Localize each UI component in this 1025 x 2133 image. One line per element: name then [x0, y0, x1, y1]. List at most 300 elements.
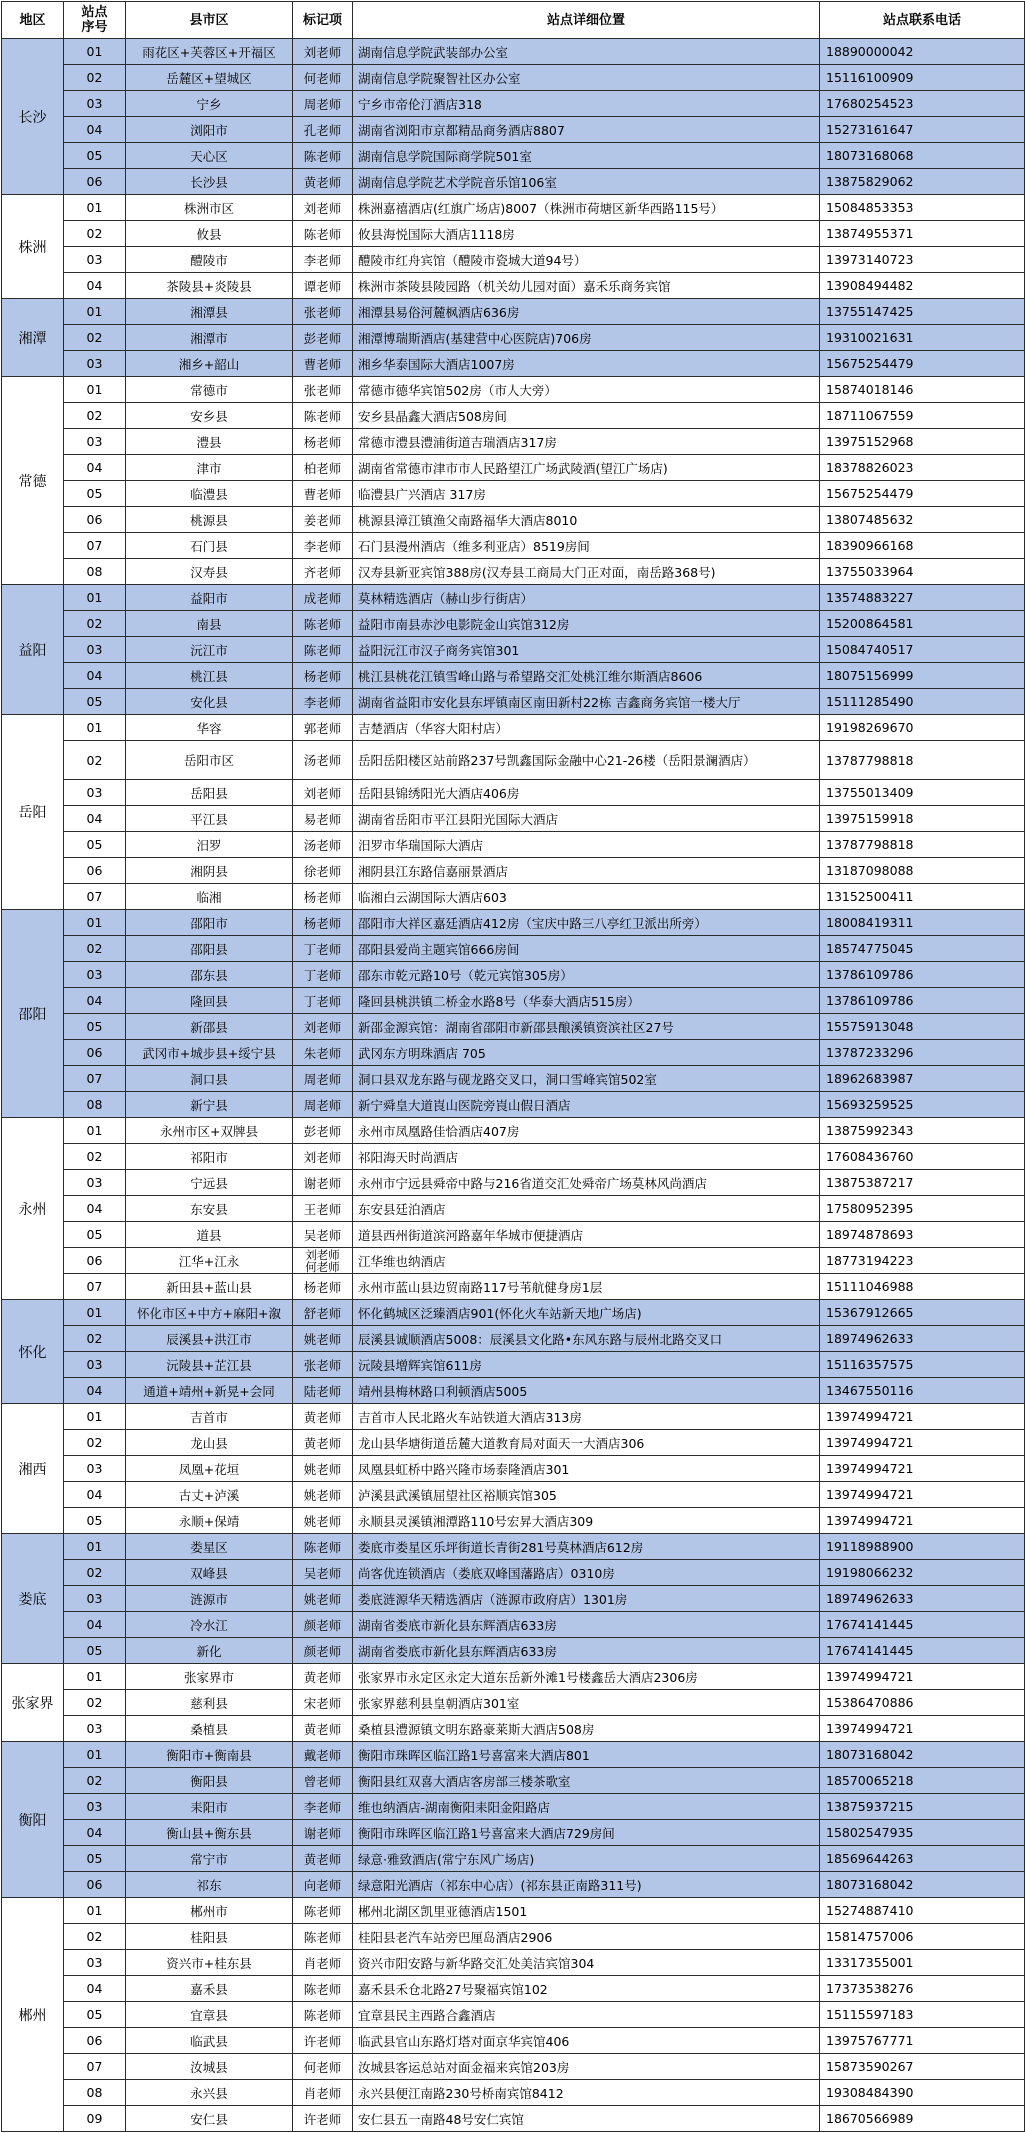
marker-cell: 李老师	[293, 689, 353, 715]
region-cell: 张家界	[2, 1664, 64, 1742]
phone-cell: 19308484390	[820, 2080, 1025, 2106]
phone-cell: 15115597183	[820, 2002, 1025, 2028]
marker-cell: 黄老师	[293, 1404, 353, 1430]
county-cell: 安仁县	[126, 2106, 293, 2132]
seq-cell: 01	[64, 1898, 126, 1924]
phone-cell: 13974994721	[820, 1664, 1025, 1690]
seq-cell: 05	[64, 689, 126, 715]
marker-cell: 陈老师	[293, 1534, 353, 1560]
phone-cell: 13755013409	[820, 780, 1025, 806]
address-cell: 洞口县双龙东路与砚龙路交叉口，洞口雪峰宾馆502室	[353, 1066, 820, 1092]
seq-cell: 03	[64, 1950, 126, 1976]
table-row	[2, 195, 1025, 221]
county-cell: 茶陵县+炎陵县	[126, 273, 293, 299]
marker-cell: 杨老师	[293, 910, 353, 936]
address-cell: 靖州县梅林路口利顿酒店5005	[353, 1378, 820, 1404]
county-cell: 益阳市	[126, 585, 293, 611]
county-cell: 衡山县+衡东县	[126, 1820, 293, 1846]
phone-cell: 18574775045	[820, 936, 1025, 962]
marker-cell: 陈老师	[293, 143, 353, 169]
county-cell: 沅江市	[126, 637, 293, 663]
marker-cell: 杨老师	[293, 663, 353, 689]
county-cell: 洞口县	[126, 1066, 293, 1092]
county-cell: 资兴市+桂东县	[126, 1950, 293, 1976]
marker-cell: 曹老师	[293, 351, 353, 377]
table-row	[2, 1014, 1025, 1040]
phone-cell: 15675254479	[820, 481, 1025, 507]
header-address: 站点详细位置	[353, 2, 820, 39]
phone-cell: 13786109786	[820, 988, 1025, 1014]
seq-cell: 03	[64, 351, 126, 377]
seq-cell: 05	[64, 481, 126, 507]
table-row	[2, 533, 1025, 559]
address-cell: 醴陵市红舟宾馆（醴陵市瓷城大道94号）	[353, 247, 820, 273]
address-cell: 衡阳县红双喜大酒店客房部三楼茶歌室	[353, 1768, 820, 1794]
address-cell: 湖南省益阳市安化县东坪镇南区南田新村22栋 吉鑫商务宾馆一楼大厅	[353, 689, 820, 715]
address-cell: 吉楚酒店（华容大阳村店）	[353, 715, 820, 741]
marker-cell: 杨老师	[293, 429, 353, 455]
address-cell: 宜章县民主西路合鑫酒店	[353, 2002, 820, 2028]
phone-cell: 17580952395	[820, 1196, 1025, 1222]
region-cell: 常德	[2, 377, 64, 585]
county-cell: 衡阳市+衡南县	[126, 1742, 293, 1768]
seq-cell: 03	[64, 780, 126, 806]
seq-cell: 04	[64, 117, 126, 143]
seq-cell: 03	[64, 637, 126, 663]
marker-cell: 姚老师	[293, 1456, 353, 1482]
address-cell: 安乡县晶鑫大酒店508房间	[353, 403, 820, 429]
seq-cell: 03	[64, 1716, 126, 1742]
county-cell: 石门县	[126, 533, 293, 559]
table-row	[2, 1092, 1025, 1118]
table-row	[2, 806, 1025, 832]
seq-cell: 08	[64, 559, 126, 585]
table-row	[2, 1170, 1025, 1196]
address-cell: 尚客优连锁酒店（娄底双峰国藩路店）0310房	[353, 1560, 820, 1586]
county-cell: 汨罗	[126, 832, 293, 858]
marker-cell: 张老师	[293, 1352, 353, 1378]
phone-cell: 13875387217	[820, 1170, 1025, 1196]
marker-cell: 陈老师	[293, 611, 353, 637]
phone-cell: 13975152968	[820, 429, 1025, 455]
phone-cell: 18670566989	[820, 2106, 1025, 2132]
county-cell: 澧县	[126, 429, 293, 455]
seq-cell: 02	[64, 1144, 126, 1170]
marker-cell: 成老师	[293, 585, 353, 611]
marker-cell: 颜老师	[293, 1612, 353, 1638]
station-table-container	[1, 1, 1025, 2132]
phone-cell: 18073168042	[820, 1872, 1025, 1898]
marker-cell: 姚老师	[293, 1508, 353, 1534]
county-cell: 张家界市	[126, 1664, 293, 1690]
table-row	[2, 39, 1025, 65]
county-cell: 凤凰+花垣	[126, 1456, 293, 1482]
table-row	[2, 910, 1025, 936]
table-row	[2, 741, 1025, 780]
phone-cell: 19118988900	[820, 1534, 1025, 1560]
phone-cell: 13974994721	[820, 1482, 1025, 1508]
address-cell: 桂阳县老汽车站旁巴厘岛酒店2906	[353, 1924, 820, 1950]
phone-cell: 15111285490	[820, 689, 1025, 715]
seq-cell: 02	[64, 221, 126, 247]
county-cell: 邵阳市	[126, 910, 293, 936]
phone-cell: 13467550116	[820, 1378, 1025, 1404]
phone-cell: 18773194223	[820, 1248, 1025, 1274]
table-row	[2, 1534, 1025, 1560]
seq-cell: 03	[64, 1352, 126, 1378]
marker-cell: 舒老师	[293, 1300, 353, 1326]
seq-cell: 04	[64, 806, 126, 832]
table-row	[2, 2028, 1025, 2054]
county-cell: 祁阳市	[126, 1144, 293, 1170]
seq-cell: 03	[64, 1794, 126, 1820]
address-cell: 邵阳县爱尚主题宾馆666房间	[353, 936, 820, 962]
marker-cell: 肖老师	[293, 2080, 353, 2106]
marker-cell: 陈老师	[293, 1924, 353, 1950]
marker-cell: 李老师	[293, 247, 353, 273]
marker-cell: 谭老师	[293, 273, 353, 299]
phone-cell: 13974994721	[820, 1430, 1025, 1456]
table-row	[2, 1144, 1025, 1170]
table-row	[2, 1976, 1025, 2002]
seq-cell: 01	[64, 1300, 126, 1326]
header-seq-text: 站点 序号	[81, 5, 108, 35]
phone-cell: 18962683987	[820, 1066, 1025, 1092]
marker-cell: 吴老师	[293, 1222, 353, 1248]
table-row	[2, 715, 1025, 741]
address-cell: 永顺县灵溪镇湘潭路110号宏昇大酒店309	[353, 1508, 820, 1534]
phone-cell: 13975159918	[820, 806, 1025, 832]
table-row	[2, 1274, 1025, 1300]
address-cell: 江华维也纳酒店	[353, 1248, 820, 1274]
county-cell: 祁东	[126, 1872, 293, 1898]
phone-cell: 15814757006	[820, 1924, 1025, 1950]
seq-cell: 01	[64, 1534, 126, 1560]
seq-cell: 01	[64, 195, 126, 221]
table-row	[2, 2080, 1025, 2106]
county-cell: 新邵县	[126, 1014, 293, 1040]
region-cell: 邵阳	[2, 910, 64, 1118]
seq-cell: 06	[64, 1040, 126, 1066]
seq-cell: 02	[64, 1430, 126, 1456]
seq-cell: 04	[64, 1612, 126, 1638]
address-cell: 怀化鹤城区泛臻酒店901(怀化火车站新天地广场店)	[353, 1300, 820, 1326]
seq-cell: 03	[64, 1586, 126, 1612]
address-cell: 邵阳市大祥区嘉廷酒店412房（宝庆中路三八亭红卫派出所旁）	[353, 910, 820, 936]
phone-cell: 13973140723	[820, 247, 1025, 273]
marker-cell: 张老师	[293, 299, 353, 325]
phone-cell: 13974994721	[820, 1716, 1025, 1742]
table-row	[2, 1404, 1025, 1430]
address-cell: 永州市凤凰路佳恰酒店407房	[353, 1118, 820, 1144]
county-cell: 安乡县	[126, 403, 293, 429]
seq-cell: 05	[64, 1846, 126, 1872]
table-row	[2, 481, 1025, 507]
county-cell: 永兴县	[126, 2080, 293, 2106]
address-cell: 桃江县桃花江镇雪峰山路与希望路交汇处桃江维尔斯酒店8606	[353, 663, 820, 689]
address-cell: 娄底市娄星区乐坪街道长青街281号莫林酒店612房	[353, 1534, 820, 1560]
table-row	[2, 1196, 1025, 1222]
table-row	[2, 780, 1025, 806]
address-cell: 东安县廷泊酒店	[353, 1196, 820, 1222]
county-cell: 江华+江永	[126, 1248, 293, 1274]
county-cell: 汝城县	[126, 2054, 293, 2080]
county-cell: 攸县	[126, 221, 293, 247]
address-cell: 湖南省娄底市新化县东辉酒店633房	[353, 1638, 820, 1664]
table-row	[2, 1820, 1025, 1846]
table-row	[2, 351, 1025, 377]
phone-cell: 15274887410	[820, 1898, 1025, 1924]
county-cell: 通道+靖州+新晃+会同	[126, 1378, 293, 1404]
address-cell: 嘉禾县禾仓北路27号聚福宾馆102	[353, 1976, 820, 2002]
address-cell: 泸溪县武溪镇屈望社区裕顺宾馆305	[353, 1482, 820, 1508]
county-cell: 湘潭县	[126, 299, 293, 325]
address-cell: 汉寿县新亚宾馆388房(汉寿县工商局大门正对面，南岳路368号)	[353, 559, 820, 585]
marker-cell: 刘老师	[293, 39, 353, 65]
address-cell: 永州市蓝山县边贸南路117号苇航健身房1层	[353, 1274, 820, 1300]
table-row	[2, 2054, 1025, 2080]
seq-cell: 03	[64, 429, 126, 455]
county-cell: 安化县	[126, 689, 293, 715]
table-row	[2, 65, 1025, 91]
table-row	[2, 689, 1025, 715]
phone-cell: 13875829062	[820, 169, 1025, 195]
phone-cell: 18073168042	[820, 1742, 1025, 1768]
marker-cell: 陈老师	[293, 221, 353, 247]
marker-cell: 彭老师	[293, 325, 353, 351]
seq-cell: 04	[64, 455, 126, 481]
county-cell: 天心区	[126, 143, 293, 169]
address-cell: 湖南信息学院艺术学院音乐馆106室	[353, 169, 820, 195]
county-cell: 东安县	[126, 1196, 293, 1222]
county-cell: 新化	[126, 1638, 293, 1664]
phone-cell: 13974994721	[820, 1456, 1025, 1482]
table-row	[2, 1248, 1025, 1274]
phone-cell: 15084740517	[820, 637, 1025, 663]
address-cell: 维也纳酒店-湖南衡阳耒阳金阳路店	[353, 1794, 820, 1820]
county-cell: 涟源市	[126, 1586, 293, 1612]
address-cell: 娄底涟源华天精选酒店（涟源市政府店）1301房	[353, 1586, 820, 1612]
phone-cell: 13908494482	[820, 273, 1025, 299]
marker-cell: 黄老师	[293, 1664, 353, 1690]
marker-cell: 彭老师	[293, 1118, 353, 1144]
marker-cell: 李老师	[293, 533, 353, 559]
marker-cell: 许老师	[293, 2106, 353, 2132]
marker-cell: 曹老师	[293, 481, 353, 507]
address-cell: 衡阳市珠晖区临江路1号喜富来大酒店729房间	[353, 1820, 820, 1846]
marker-cell: 黄老师	[293, 169, 353, 195]
marker-cell: 刘老师	[293, 1014, 353, 1040]
phone-cell: 18390966168	[820, 533, 1025, 559]
county-cell: 衡阳县	[126, 1768, 293, 1794]
county-cell: 长沙县	[126, 169, 293, 195]
phone-cell: 18075156999	[820, 663, 1025, 689]
phone-cell: 19198269670	[820, 715, 1025, 741]
county-cell: 古丈+泸溪	[126, 1482, 293, 1508]
county-cell: 永顺+保靖	[126, 1508, 293, 1534]
marker-cell: 陈老师	[293, 403, 353, 429]
county-cell: 宁远县	[126, 1170, 293, 1196]
table-row	[2, 1742, 1025, 1768]
seq-cell: 05	[64, 1222, 126, 1248]
table-row	[2, 1872, 1025, 1898]
address-cell: 湖南省娄底市新化县东辉酒店633房	[353, 1612, 820, 1638]
address-cell: 湖南省浏阳市京都精品商务酒店8807	[353, 117, 820, 143]
address-cell: 湖南信息学院国际商学院501室	[353, 143, 820, 169]
marker-cell: 姜老师	[293, 507, 353, 533]
marker-cell: 易老师	[293, 806, 353, 832]
phone-cell: 13787798818	[820, 741, 1025, 780]
marker-cell: 刘老师 何老师	[293, 1248, 353, 1274]
seq-cell: 06	[64, 507, 126, 533]
address-cell: 湖南信息学院聚智社区办公室	[353, 65, 820, 91]
seq-cell: 08	[64, 1092, 126, 1118]
address-cell: 宁乡市帝伦汀酒店318	[353, 91, 820, 117]
table-row	[2, 2106, 1025, 2132]
table-row	[2, 1950, 1025, 1976]
phone-cell: 18974878693	[820, 1222, 1025, 1248]
seq-cell: 02	[64, 65, 126, 91]
table-row	[2, 1716, 1025, 1742]
phone-cell: 15200864581	[820, 611, 1025, 637]
address-cell: 郴州北湖区凯里亚德酒店1501	[353, 1898, 820, 1924]
region-cell: 娄底	[2, 1534, 64, 1664]
table-row	[2, 273, 1025, 299]
address-cell: 湘潭博瑞斯酒店(基建营中心医院店)706房	[353, 325, 820, 351]
marker-cell: 吴老师	[293, 1560, 353, 1586]
marker-cell: 杨老师	[293, 1274, 353, 1300]
marker-cell: 姚老师	[293, 1482, 353, 1508]
county-cell: 临澧县	[126, 481, 293, 507]
county-cell: 湘阴县	[126, 858, 293, 884]
address-cell: 湘阴县江东路信嘉丽景酒店	[353, 858, 820, 884]
seq-cell: 04	[64, 1976, 126, 2002]
address-cell: 株洲嘉禧酒店(红旗广场店)8007（株洲市荷塘区新华西路115号）	[353, 195, 820, 221]
phone-cell: 13787233296	[820, 1040, 1025, 1066]
region-cell: 益阳	[2, 585, 64, 715]
county-cell: 郴州市	[126, 1898, 293, 1924]
header-marker: 标记项	[293, 2, 353, 39]
address-cell: 益阳沅江市汉子商务宾馆301	[353, 637, 820, 663]
county-cell: 桂阳县	[126, 1924, 293, 1950]
marker-cell: 周老师	[293, 1066, 353, 1092]
marker-cell: 黄老师	[293, 1430, 353, 1456]
address-cell: 汨罗市华瑞国际大酒店	[353, 832, 820, 858]
phone-cell: 15874018146	[820, 377, 1025, 403]
county-cell: 娄星区	[126, 1534, 293, 1560]
header-region: 地区	[2, 2, 64, 39]
address-cell: 湘乡华泰国际大酒店1007房	[353, 351, 820, 377]
marker-cell: 王老师	[293, 1196, 353, 1222]
table-row	[2, 1638, 1025, 1664]
county-cell: 岳麓区+望城区	[126, 65, 293, 91]
table-row	[2, 455, 1025, 481]
address-cell: 攸县海悦国际大酒店1118房	[353, 221, 820, 247]
address-cell: 汝城县客运总站对面金福来宾馆203房	[353, 2054, 820, 2080]
address-cell: 绿意阳光酒店（祁东中心店）(祁东县正南路311号)	[353, 1872, 820, 1898]
address-cell: 湖南省岳阳市平江县阳光国际大酒店	[353, 806, 820, 832]
phone-cell: 17674141445	[820, 1612, 1025, 1638]
seq-cell: 03	[64, 1456, 126, 1482]
phone-cell: 13974994721	[820, 1404, 1025, 1430]
table-row	[2, 247, 1025, 273]
phone-cell: 19310021631	[820, 325, 1025, 351]
marker-cell: 丁老师	[293, 962, 353, 988]
county-cell: 湘乡+韶山	[126, 351, 293, 377]
county-cell: 常宁市	[126, 1846, 293, 1872]
seq-cell: 05	[64, 1508, 126, 1534]
county-cell: 宜章县	[126, 2002, 293, 2028]
header-county: 县市区	[126, 2, 293, 39]
table-row	[2, 1040, 1025, 1066]
marker-cell: 汤老师	[293, 832, 353, 858]
address-cell: 张家界慈利县皇朝酒店301室	[353, 1690, 820, 1716]
marker-cell: 何老师	[293, 2054, 353, 2080]
table-row	[2, 1924, 1025, 1950]
seq-cell: 06	[64, 169, 126, 195]
phone-cell: 13786109786	[820, 962, 1025, 988]
table-row	[2, 988, 1025, 1014]
phone-cell: 18569644263	[820, 1846, 1025, 1872]
phone-cell: 13755147425	[820, 299, 1025, 325]
county-cell: 怀化市区+中方+麻阳+溆	[126, 1300, 293, 1326]
table-row	[2, 611, 1025, 637]
table-row	[2, 403, 1025, 429]
county-cell: 慈利县	[126, 1690, 293, 1716]
address-cell: 新邵金源宾馆：湖南省邵阳市新邵县酿溪镇资滨社区27号	[353, 1014, 820, 1040]
county-cell: 武冈市+城步县+绥宁县	[126, 1040, 293, 1066]
address-cell: 常德市澧县澧浦街道吉瑞酒店317房	[353, 429, 820, 455]
phone-cell: 18890000042	[820, 39, 1025, 65]
county-cell: 邵东县	[126, 962, 293, 988]
address-cell: 武冈东方明珠酒店 705	[353, 1040, 820, 1066]
county-cell: 道县	[126, 1222, 293, 1248]
seq-cell: 05	[64, 832, 126, 858]
table-row	[2, 299, 1025, 325]
table-row	[2, 1326, 1025, 1352]
county-cell: 平江县	[126, 806, 293, 832]
seq-cell: 03	[64, 962, 126, 988]
address-cell: 祁阳海天时尚酒店	[353, 1144, 820, 1170]
marker-cell: 徐老师	[293, 858, 353, 884]
address-cell: 岳阳县锦绣阳光大酒店406房	[353, 780, 820, 806]
marker-cell: 许老师	[293, 2028, 353, 2054]
phone-cell: 13317355001	[820, 1950, 1025, 1976]
phone-cell: 19198066232	[820, 1560, 1025, 1586]
seq-cell: 06	[64, 1872, 126, 1898]
marker-cell: 丁老师	[293, 988, 353, 1014]
phone-cell: 15116100909	[820, 65, 1025, 91]
table-row	[2, 1664, 1025, 1690]
seq-cell: 02	[64, 403, 126, 429]
county-cell: 永州市区+双牌县	[126, 1118, 293, 1144]
address-cell: 龙山县华塘街道岳麓大道教育局对面天一大酒店306	[353, 1430, 820, 1456]
phone-cell: 18008419311	[820, 910, 1025, 936]
seq-cell: 01	[64, 299, 126, 325]
county-cell: 汉寿县	[126, 559, 293, 585]
seq-cell: 04	[64, 1196, 126, 1222]
address-cell: 桑植县澧源镇文明东路豪莱斯大酒店508房	[353, 1716, 820, 1742]
seq-cell: 09	[64, 2106, 126, 2132]
address-cell: 莫林精选酒店（赫山步行街店）	[353, 585, 820, 611]
seq-cell: 06	[64, 858, 126, 884]
phone-cell: 18073168068	[820, 143, 1025, 169]
table-row	[2, 858, 1025, 884]
seq-cell: 01	[64, 715, 126, 741]
county-cell: 耒阳市	[126, 1794, 293, 1820]
table-row	[2, 559, 1025, 585]
marker-cell: 谢老师	[293, 1820, 353, 1846]
